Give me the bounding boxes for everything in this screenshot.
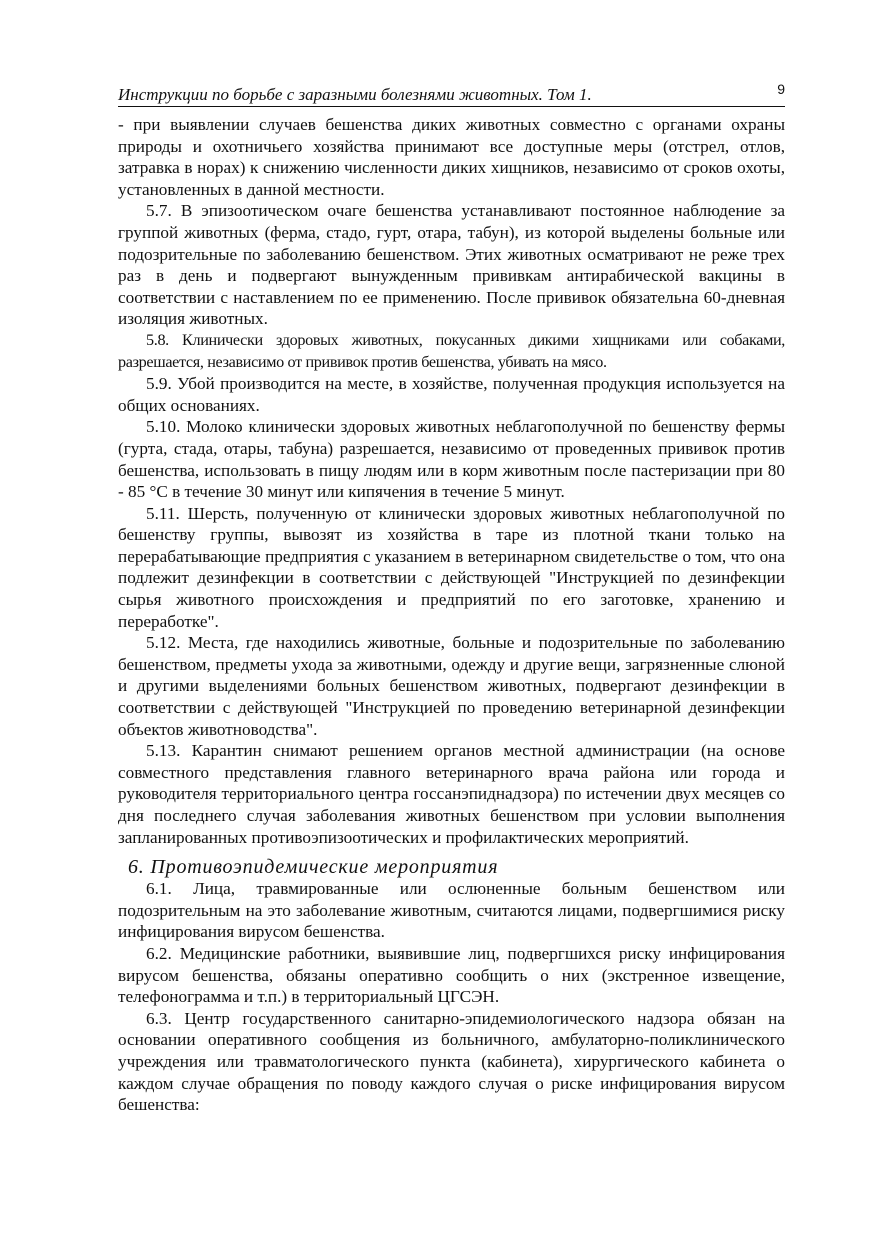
paragraph-6-2: 6.2. Медицинские работники, выявившие лиц, подвергшихся риску инфицирования вирусом бешенства, обязаны оперативно сообщить о них (экстренное извещение, телефонограмма и т.п.) в территориальный ЦГСЭН. [118,943,785,1007]
paragraph-5-13: 5.13. Карантин снимают решением органов местной администрации (на основе совместного представления главного ветеринарного врача района или города и руководителя территориального центра госсанэпиднадзора) по истечении двух месяцев со дня последнего случая заболевания животных бешенством при условии выполнения запланированных противоэпизоотических и профилактических мероприятий. [118,741,785,847]
paragraph-6-1: 6.1. Лица, травмированные или ослюненные больным бешенством или подозрительным на это заболевание животным, считаются лицами, подвергшимися риску инфицирования вирусом бешенства. [118,879,785,942]
paragraph-5-10: 5.10. Молоко клинически здоровых животных неблагополучной по бешенству фермы (гурта, стада, отары, табуна) разрешается, независимо от проведенных прививок против бешенства, использовать в пищу людям или в корм животным после пастеризации при 80 - 85 °С в течение 30 минут или кипячения в течение 5 минут. [118,417,785,502]
paragraph-5-12: 5.12. Места, где находились животные, больные и подозрительные по заболеванию бешенством, предметы ухода за животными, одежду и другие вещи, загрязненные слюной и другими выделениями больных бешенством животных, подвергают дезинфекции в соответствии с действующей "Инструкцией по проведению ветеринарной дезинфекции объектов животноводства". [118,633,785,739]
paragraph-5-9: 5.9. Убой производится на месте, в хозяйстве, полученная продукция используется на общих основаниях. [118,374,785,415]
paragraph-6-3: 6.3. Центр государственного санитарно-эпидемиологического надзора обязан на основании оперативного сообщения из больничного, амбулаторно-поликлинического учреждения или травматологического пункта (кабинета), хирургического кабинета о каждом случае обращения по поводу каждого случая о риске инфицирования вирусом бешенства: [118,1008,785,1115]
section-heading: 6. Противоэпидемические мероприятия [128,856,499,879]
paragraph-5-6-continued: - при выявлении случаев бешенства диких животных совместно с органами охраны природы и охотничьего хозяйства принимают все доступные меры (отстрел, отлов, затравка в норах) к снижению численности диких хищников, независимо от сроков охоты, установленных в данной местности. [118,115,785,199]
document-page [118,78,785,1116]
running-header [118,78,785,107]
running-header-title: Инструкции по борьбе с заразными болезнями животных. Том 1. [118,85,592,104]
paragraph-5-11: 5.11. Шерсть, полученную от клинически здоровых животных неблагополучной по бешенству группы, вывозят из хозяйства в таре из плотной ткани только на перерабатывающие предприятия с указанием в ветеринарном свидетельстве о том, что она подлежит дезинфекции в соответствии с действующей "Инструкцией по дезинфекции сырья животного происхождения и предприятий по его заготовке, хранению и переработке". [118,503,785,631]
paragraph-5-7: 5.7. В эпизоотическом очаге бешенства устанавливают постоянное наблюдение за группой животных (ферма, стадо, гурт, отара, табун), из которой выделены больные или подозрительные по заболеванию бешенством. Этих животных осматривают не реже трех раз в день и подвергают вынужденным прививкам антирабической вакцины в соответствии с наставлением по ее применению. После прививок обязательна 60-дневная изоляция животных. [118,201,785,329]
document-body [118,114,785,1116]
paragraph-5-8: 5.8. Клинически здоровых животных, покусанных дикими хищниками или собаками, разрешается, независимо от прививок против бешенства, убивать на мясо. [118,330,785,371]
page-number: 9 [777,81,785,97]
